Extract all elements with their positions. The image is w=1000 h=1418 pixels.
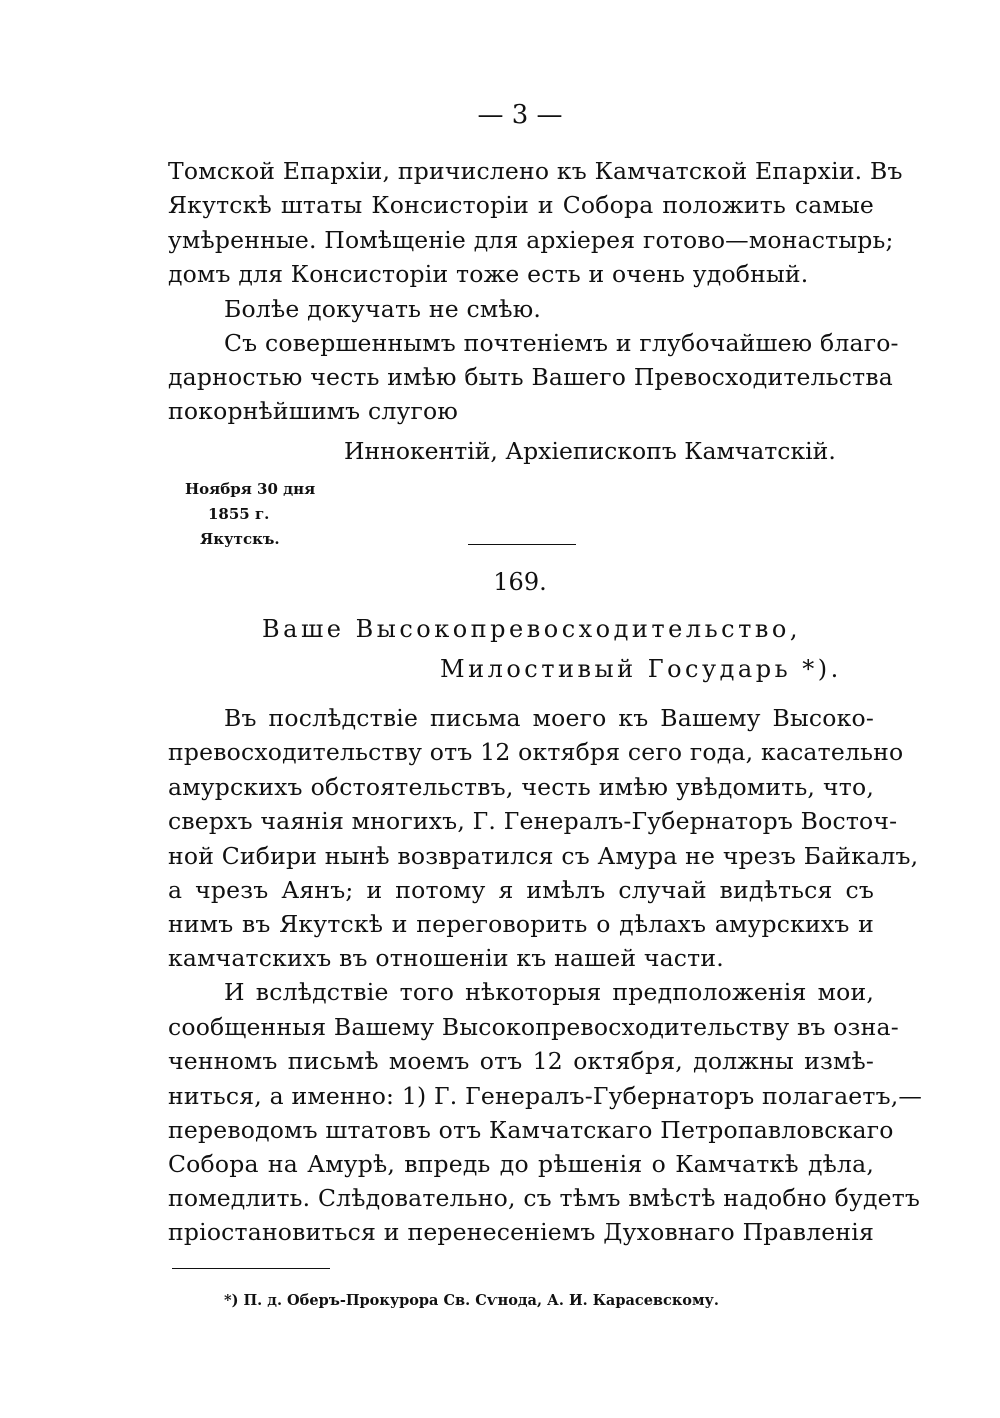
text-line: пріостановиться и перенесеніемъ Духовнаго Правленія	[168, 1218, 874, 1246]
date-line: Якутскъ.	[200, 530, 280, 548]
text-line: дарностью честь имѣю быть Вашего Превосходительства	[168, 363, 893, 391]
text-line: ной Сибири нынѣ возвратился съ Амура не чрезъ Байкалъ,	[168, 842, 919, 870]
text-line: помедлить. Слѣдовательно, съ тѣмъ вмѣстѣ надобно будетъ	[168, 1184, 921, 1212]
text-line: Болѣе докучать не смѣю.	[224, 295, 542, 323]
text-line: камчатскихъ въ отношеніи къ нашей части.	[168, 944, 724, 972]
text-line: нимъ въ Якутскѣ и переговорить о дѣлахъ амурскихъ и	[168, 910, 874, 938]
text-line: Въ послѣдствіе письма моего къ Вашему Высоко-	[224, 704, 874, 732]
text-line: Собора на Амурѣ, впредь до рѣшенія о Камчаткѣ дѣла,	[168, 1150, 874, 1178]
letter-number: 169.	[493, 568, 547, 596]
text-line: Съ совершеннымъ почтеніемъ и глубочайшею благо-	[224, 329, 899, 357]
text-line: амурскихъ обстоятельствъ, честь имѣю увѣдомить, что,	[168, 773, 874, 801]
text-line: ченномъ письмѣ моемъ отъ 12 октября, должны измѣ-	[168, 1047, 874, 1075]
text-line: умѣренные. Помѣщеніе для архіерея готово—монастырь;	[168, 226, 894, 254]
text-line: сверхъ чаянія многихъ, Г. Генералъ-Губернаторъ Восточ-	[168, 807, 898, 835]
text-line: домъ для Консисторіи тоже есть и очень удобный.	[168, 260, 809, 288]
text-line: покорнѣйшимъ слугою	[168, 397, 459, 425]
footnote-rule	[172, 1268, 330, 1269]
date-line: 1855 г.	[208, 505, 270, 523]
text-line: Якутскѣ штаты Консисторіи и Собора положить самые	[168, 191, 874, 219]
text-line: И вслѣдствіе того нѣкоторыя предположенія мои,	[224, 978, 874, 1006]
text-line: переводомъ штатовъ отъ Камчатскаго Петропавловскаго	[168, 1116, 894, 1144]
footnote: *) П. д. Оберъ-Прокурора Св. Сѵнода, А. И. Карасевскому.	[224, 1292, 719, 1309]
page-number: — 3 —	[477, 100, 563, 130]
text-line: сообщенныя Вашему Высокопревосходительству въ озна-	[168, 1013, 899, 1041]
signature: Иннокентій, Архіепископъ Камчатскій.	[344, 437, 836, 465]
salutation-line: Ваше Высокопревосходительство,	[262, 615, 801, 643]
section-divider	[468, 544, 576, 545]
text-line: превосходительству отъ 12 октября сего года, касательно	[168, 738, 904, 766]
text-line: Томской Епархіи, причислено къ Камчатской Епархіи. Въ	[168, 157, 903, 185]
date-line: Ноября 30 дня	[185, 480, 316, 498]
salutation-line: Милостивый Государь *).	[440, 655, 842, 683]
text-line: ниться, а именно: 1) Г. Генералъ-Губернаторъ полагаетъ,—	[168, 1082, 923, 1110]
text-line: а чрезъ Аянъ; и потому я имѣлъ случай видѣться съ	[168, 876, 874, 904]
